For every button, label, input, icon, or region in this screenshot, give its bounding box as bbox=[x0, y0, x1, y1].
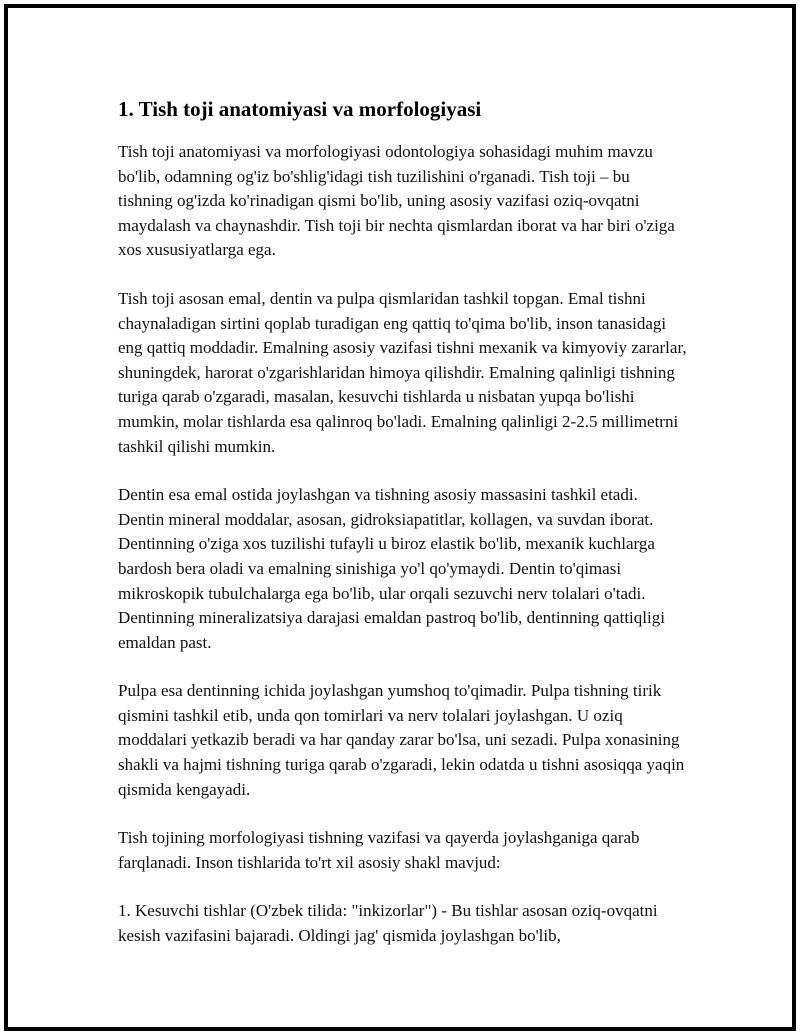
document-content bbox=[118, 95, 688, 973]
paragraph-pulp: Pulpa esa dentinning ichida joylashgan yumshoq to'qimadir. Pulpa tishning tirik qismini tashkil etib, unda qon tomirlari va nerv tolalari joylashgan. U oziq moddalari yetkazib beradi va har qanday zarar bo'lsa, uni sezadi. Pulpa xonasining shakli va hajmi tishning turiga qarab o'zgaradi, lekin odatda u tishni asosiqqa yaqin qismida kengayadi. bbox=[118, 681, 685, 799]
paragraph-morphology: Tish tojining morfologiyasi tishning vazifasi va qayerda joylashganiga qarab farqlanadi. Inson tishlarida to'rt xil asosiy shakl mavjud: bbox=[118, 828, 640, 872]
paragraph-enamel: Tish toji asosan emal, dentin va pulpa qismlaridan tashkil topgan. Emal tishni chaynaladigan sirtini qoplab turadigan eng qattiq to'qima bo'lib, inson tanasidagi eng qattiq moddadir. Emalning asosiy vazifasi tishni mexanik va kimyoviy zararlar, shuningdek, harorat o'zgarishlaridan himoya qilishdir. Emalning qalinligi tishning turiga qarab o'zgaradi, masalan, kesuvchi tishlarda u nisbatan yupqa bo'lishi mumkin, molar tishlarda esa qalinroq bo'ladi. Emalning qalinligi 2-2.5 millimetrni tashkil qilishi mumkin. bbox=[118, 288, 687, 456]
paragraph-intro: Tish toji anatomiyasi va morfologiyasi odontologiya sohasidagi muhim mavzu bo'lib, odamning og'iz bo'shlig'idagi tish tuzilishini o'rganadi. Tish toji – bu tishning og'izda ko'rinadigan qismi bo'lib, uning asosiy vazifasi oziq-ovqatni maydalash va chaynashdir. Tish toji bir nechta qismlardan iborat va har biri o'ziga xos xususiyatlarga ega. bbox=[118, 142, 675, 260]
paragraph-dentin: Dentin esa emal ostida joylashgan va tishning asosiy massasini tashkil etadi. Dentin mineral moddalar, asosan, gidroksiapatitlar, kollagen, va suvdan iborat. Dentinning o'ziga xos tuzilishi tufayli u biroz elastik bo'lib, mexanik kuchlarga bardosh bera oladi va emalning sinishiga yo'l qo'ymaydi. Dentin to'qimasi mikroskopik tubulchalarga ega bo'lib, ular orqali sezuvchi nerv tolalari o'tadi. Dentinning mineralizatsiya darajasi emaldan pastroq bo'lib, dentinning qattiqligi emaldan past. bbox=[118, 485, 665, 652]
paragraph-incisors: 1. Kesuvchi tishlar (O'zbek tilida: "inkizorlar") - Bu tishlar asosan oziq-ovqatni kesish vazifasini bajaradi. Oldingi jag' qismida joylashgan bo'lib, bbox=[118, 901, 658, 946]
document-page bbox=[4, 4, 796, 1031]
section-title: 1. Tish toji anatomiyasi va morfologiyasi bbox=[118, 97, 482, 121]
